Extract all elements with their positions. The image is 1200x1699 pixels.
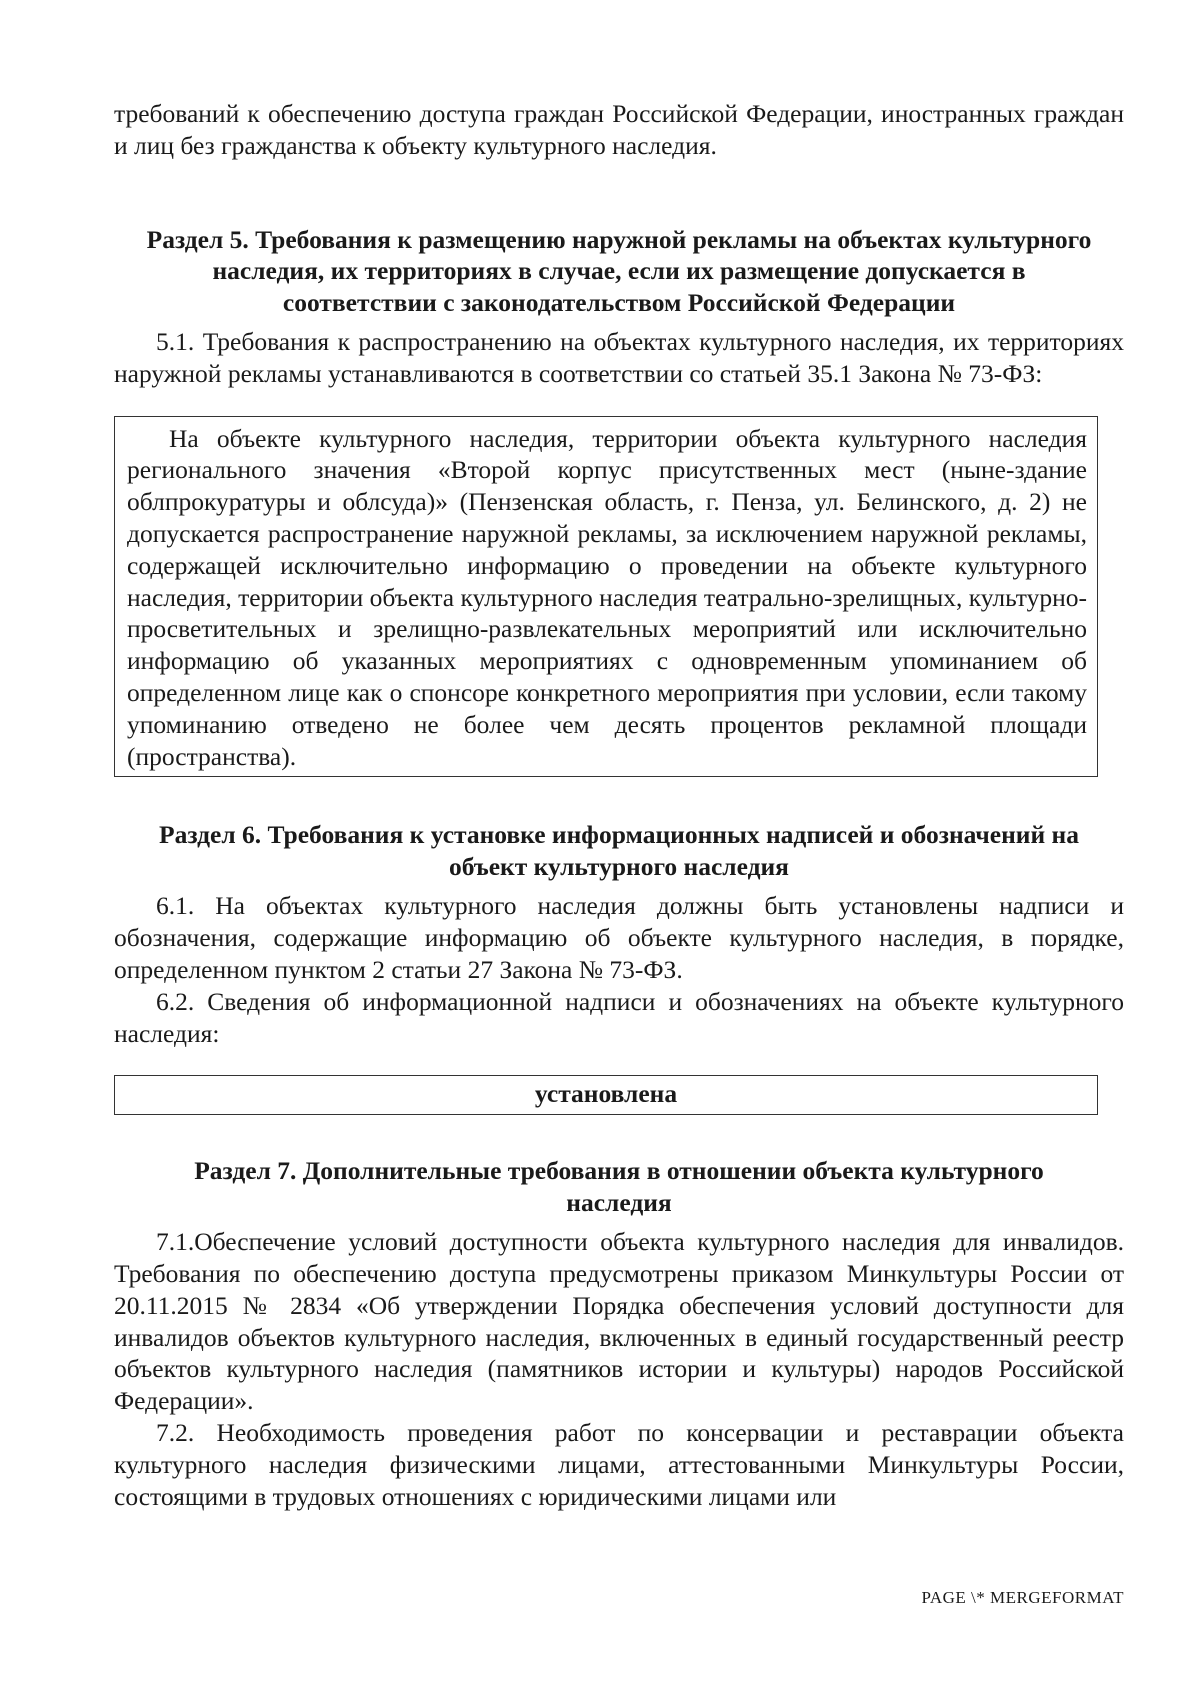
inscription-status-text: установлена xyxy=(534,1079,678,1109)
section-7-paragraph-1: 7.1.Обеспечение условий доступности объекта культурного наследия для инвалидов. Требования по обеспечению доступа предусмотрены приказом Минкультуры России от 20.11.2015 № 2834 «Об утверждении Порядка обеспечения условий доступности для инвалидов объектов культурного наследия, включенных в единый государственный реестр объектов культурного наследия (памятников истории и культуры) народов Российской Федерации». xyxy=(114,1227,1124,1416)
section-6-paragraph-2: 6.2. Сведения об информационной надписи и обозначениях на объекте культурного наследия: xyxy=(114,986,1124,1048)
section-7-paragraph-2: 7.2. Необходимость проведения работ по консервации и реставрации объекта культурного наследия физическими лицами, аттестованными Минкультуры России, состоящими в трудовых отношениях с юридическими лицами или xyxy=(114,1418,1124,1511)
intro-paragraph: требований к обеспечению доступа граждан Российской Федерации, иностранных граждан и лиц без гражданства к объекту культурного наследия. xyxy=(114,99,1124,160)
section-5-heading: Раздел 5. Требования к размещению наружной рекламы на объектах культурного наследия, их территориях в случае, если их размещение допускается в соответствии с законодательством Российской Федерации xyxy=(146,224,1092,317)
advertising-restriction-box xyxy=(114,416,1098,778)
page-number-field: PAGE \* MERGEFORMAT xyxy=(921,1588,1124,1607)
advertising-restriction-text: На объекте культурного наследия, территории объекта культурного наследия регионального значения «Второй корпус присутственных мест (ныне-здание облпрокуратуры и облсуда)» (Пензенская область, г. Пенза, ул. Белинского, д. 2) не допускается распространение наружной рекламы, за исключением наружной рекламы, содержащей исключительно информацию о проведении на объекте культурного наследия, территории объекта культурного наследия театрально-зрелищных, культурно-просветительных и зрелищно-развлекательных мероприятий или исключительно информацию об указанных мероприятиях с одновременным упоминанием об определенном лице как о спонсоре конкретного мероприятия при условии, если такому упоминанию отведено не более чем десять процентов рекламной площади (пространства). xyxy=(127,423,1087,771)
inscription-status-box xyxy=(114,1075,1098,1115)
section-7-heading: Раздел 7. Дополнительные требования в отношении объекта культурного наследия xyxy=(194,1156,1044,1217)
document-body xyxy=(114,98,1124,1512)
section-6-paragraph-1: 6.1. На объектах культурного наследия должны быть установлены надписи и обозначения, содержащие информацию об объекте культурного наследия, в порядке, определенном пунктом 2 статьи 27 Закона № 73-ФЗ. xyxy=(114,891,1124,985)
section-6-heading: Раздел 6. Требования к установке информационных надписей и обозначений на объект культурного наследия xyxy=(159,820,1079,881)
section-5-paragraph-1: 5.1. Требования к распространению на объектах культурного наследия, их территориях наружной рекламы устанавливаются в соответствии со статьей 35.1 Закона № 73-ФЗ: xyxy=(114,327,1124,388)
